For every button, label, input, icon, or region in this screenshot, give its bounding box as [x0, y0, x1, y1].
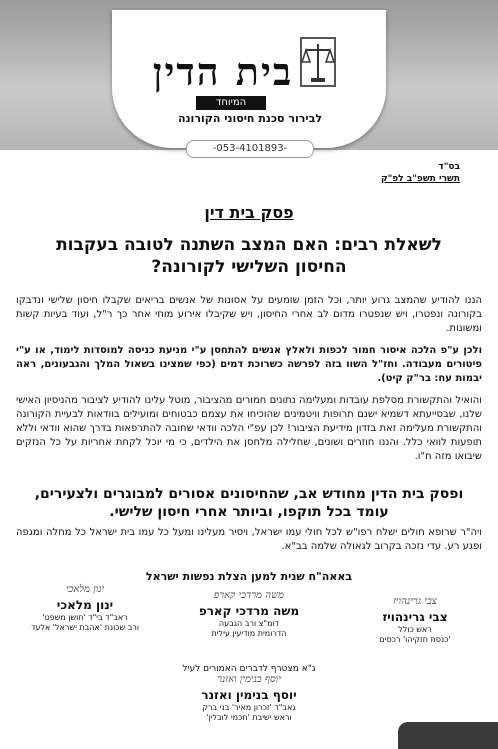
signature-4: [174, 664, 324, 723]
year-line: באאה"ח שנית למען הצלת נפשות ישראל: [145, 570, 353, 583]
signer-role-2: הדרומית מודיעין עילית: [211, 629, 287, 638]
signer-name: ינון מלאכי: [56, 598, 114, 612]
signature-scrawl: ינון מלאכי: [65, 584, 105, 595]
paragraph-2: ולכן ע"פ הלכה איסור חמור לכפות ולאלץ אנשים להתחסן ע"י מניעת כניסה למוסדות לימוד, או ע"י פיטורים מעבודה. וחז"ל השוו בזה לפרשה כשרוכת דמים (כפי שמצינו בשאול המלך והגבעונים, ראה יבמות עח: בר"ק קיט).: [16, 345, 482, 384]
signer-role-2: וראש ישיבת 'חכמי לובלין': [206, 713, 292, 722]
signer-name: יוסף בנימין ואזנר: [201, 688, 297, 702]
signature-2: [174, 590, 324, 639]
signer-role: גאב"ד 'זכרון מאיר' בני ברק: [202, 703, 296, 712]
question-heading: לשאלת רבים: האם המצב השתנה לטובה בעקבות החיסון השלישי לקורונה?: [56, 235, 442, 277]
signature-3: [10, 584, 160, 633]
signature-scrawl: משה מרדכי קארפ: [213, 590, 285, 601]
logo-title: בית הדין: [152, 49, 294, 94]
signer-role: ראש כולל: [398, 625, 432, 634]
signer-role: ראב"ד בי"ד 'חושן משפט': [42, 613, 128, 622]
document-title: פסק בית דין: [204, 203, 294, 222]
bsd-mark: בס"ד: [438, 162, 460, 172]
logo-subtitle: המיוחד: [196, 96, 266, 110]
signer-name: משה מרדכי קארפ: [198, 604, 300, 618]
document-date: תשרי תשפ"ב לפ"ק: [380, 174, 460, 184]
signer-role-2: ורב שכונת 'אהבת ישראל' אלעד: [30, 623, 140, 632]
corner-overlay: [398, 722, 498, 749]
signature-scrawl: יוסף בנימין ואזנר: [217, 674, 281, 685]
phone-number: -053-4101893-: [186, 140, 314, 158]
paragraph-4: ויה"ר שרופא חולים ישלח רפו"ש לכל חולי עמו ישראל, ויסיר מעלינו ומעל כל עמו בית ישראל כל מחלה ומגפה ופגע רע. עדי נזכה בקרוב לגאולה שלמה בב"א.: [16, 527, 482, 552]
signer-role: דומ"צ ורב הגבעה: [218, 619, 280, 628]
signer-note: ג"א מצטרף לדברים האמורים לעיל: [182, 664, 316, 674]
signature-1: [340, 596, 490, 645]
paragraph-1: הננו להודיע שהמצב גרוע יותר, וכל הזמן שומעים על אסונות של אנשים בריאים שקבלו חיסון שלישי ונדבקו בקורונה ונפטרו, ויש שנפטרו מדום לב אחרי החיסון, ויש שקיבלו אירוע מוחי אחר כך ר"ל, ועוד בעיות קשות ומשונות.: [16, 295, 482, 334]
signer-name: צבי גרינהויז: [382, 610, 448, 624]
signer-role-2: 'כנסת חזקיהו' רכסים: [379, 635, 451, 644]
scales-of-justice-icon: [295, 34, 341, 90]
paragraph-3: והואיל והתקשורת מסלפת עובדות ומעלימה נתונים חמורים מהציבור, מוטל עלינו להודיע לציבור מהניסיון האישי שלנו, שבסייעתא דשמיא ישנם תרופות וויטמינים שהוכיחו את עצמם כבטוחים ומועילים בוודאות לבעיית הקורונה והתקשורת מעלימה זאת בזדון מידיעת הציבור! לכן עפ"י הלכה וודאי שחובה להתרפאות בדרך שהוא וודאי וללא תופעות לוואי כלל. והננו חוזרים ושונים, שחלילה מלחסן את הילדים, כי מי יוכל לקחת אחריות על כל הנזקים שיבואו מזה ח"ו.: [16, 395, 482, 462]
logo-tagline: לבירור סכנת חיסוני הקורונה: [178, 112, 322, 125]
ruling-statement: ופסק בית הדין מחודש אב, שהחיסונים אסורים למבוגרים ולצעירים, עומד בכל תוקפו, וביותר אחרי חיסון שלישי.: [34, 486, 464, 520]
signature-scrawl: צבי גרינהויז: [393, 596, 437, 607]
